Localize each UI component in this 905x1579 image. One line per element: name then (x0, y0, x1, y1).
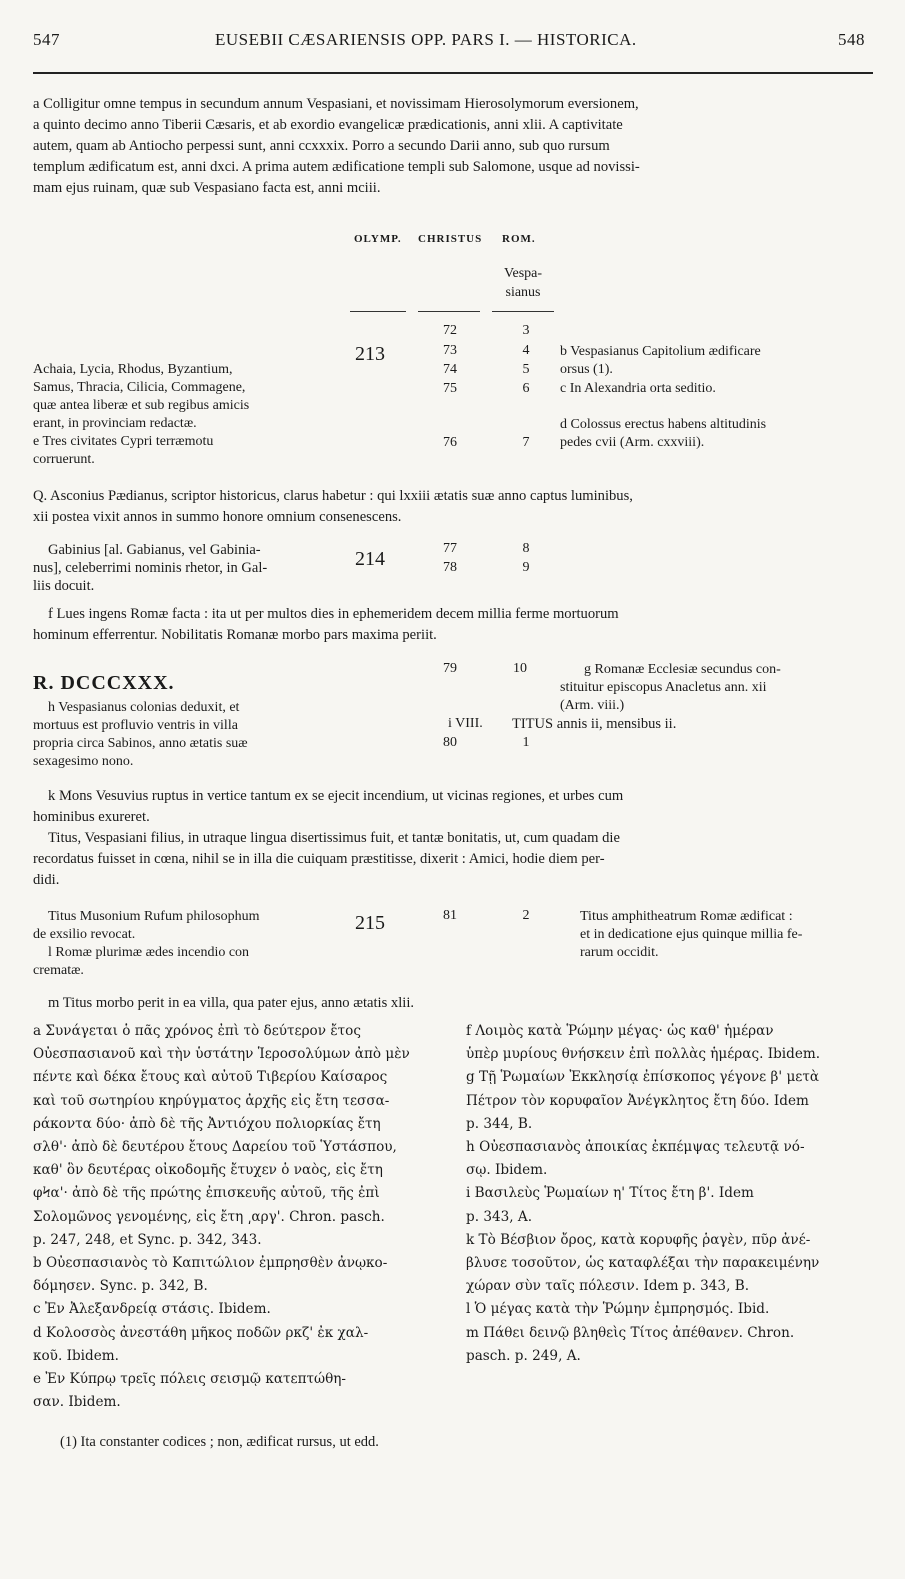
year-christus: 77 (443, 541, 457, 556)
right-note-block1: b Vespasianus Capitolium ædificare orsus (1). c In Alexandria orta seditio. d Colossus erectus habens altitudinis pedes cvii (Arm. cxxviii). (560, 344, 767, 450)
col-subheader-vespasianus: Vespa- sianus (503, 266, 543, 300)
greek-column-right: f Λοιμὸς κατὰ Ῥώμην μέγας· ὡς καθ' ἡμέραν ὑπὲρ μυρίους θνήσκειν ἐπὶ πολλὰς ἡμέρας. Ibidem. g Τῇ Ῥωμαίων Ἐκκλησίᾳ ἐπίσκοπος γέγονε β' μετὰ Πέτρον τὸν κορυφαῖον Ἀνέγκλητος ἔτη δύο. Idem p. 344, B. h Οὐεσπασιανὸς ἀποικίας ἐκπέμψας τελευτᾷ νό- σῳ. Ibidem. i Βασιλεὺς Ῥωμαίων η' Τίτος ἔτη β'. Idem p. 343, A. k Τὸ Βέσβιον ὄρος, κατὰ κορυφῆς ῥαγὲν, πῦρ ἀνέ- βλυσε τοσοῦτον, ὡς καταφλέξαι τὴν παρακειμένην χώραν σὺν ταῖς πόλεσιν. Idem p. 343, B. l Ὁ μέγας κατὰ τὴν Ῥώμην ἐμπρησμός. Ibid. m Πάθει δεινῷ βληθεὶς Τίτος ἀπέθανεν. Chron. pasch. p. 249, A. (466, 1023, 821, 1364)
year-rom: 3 (522, 323, 530, 338)
year-christus: 76 (443, 435, 457, 450)
intro-line: a Colligitur omne tempus in secundum annum Vespasiani, et novissimam Hierosolymorum eversionem, (33, 96, 639, 112)
year-christus: 72 (443, 323, 457, 338)
year-rom: 4 (522, 343, 530, 358)
col-header-christus: CHRISTUS (418, 233, 483, 245)
page-number-left: 547 (33, 30, 60, 49)
year-christus: 81 (443, 908, 457, 923)
header-rule (33, 72, 873, 74)
year-christus: 78 (443, 560, 457, 575)
left-note-vespasianus: h Vespasianus colonias deduxit, et mortuus est profluvio ventris in villa propria circa Sabinos, anno ætatis suæ sexagesimo nono. (33, 700, 248, 769)
col-rule-christus (418, 311, 480, 312)
col-rule-rom (492, 311, 554, 312)
paragraph-lues: f Lues ingens Romæ facta : ita ut per multos dies in ephemeridem decem millia ferme mortuorum hominum efferrentur. Nobilitatis Romanæ morbo pars maxima periit. (33, 606, 619, 643)
paragraph-asconius: Q. Asconius Pædianus, scriptor historicus, clarus habetur : qui lxxiii ætatis suæ anno captus luminibus, xii postea vixit annos in summo honore omnium consenescens. (33, 488, 633, 525)
olympiad-number: 214 (355, 548, 385, 570)
footnote: (1) Ita constanter codices ; non, ædificat rursus, ut edd. (60, 1434, 379, 1450)
year-rom: 9 (522, 560, 530, 575)
year-rom: 8 (522, 541, 530, 556)
page-number-right: 548 (838, 30, 865, 49)
year-rom: 7 (522, 435, 530, 450)
left-note-musonius: Titus Musonium Rufum philosophum de exsilio revocat. l Romæ plurimæ ædes incendio con crematæ. (33, 909, 260, 978)
titus-reign: TITUS annis ii, mensibus ii. (512, 716, 677, 732)
intro-line: a quinto decimo anno Tiberii Cæsaris, et ab exordio evangelicæ prædicationis, anni xlii. A captivitate (33, 117, 623, 133)
year-christus: 79 (443, 661, 457, 676)
col-header-olymp: OLYMP. (354, 233, 402, 245)
year-christus: 75 (443, 381, 457, 396)
left-note-block1: Achaia, Lycia, Rhodus, Byzantium, Samus, Thracia, Cilicia, Commagene, quæ antea liberæ et sub regibus amicis erant, in provinciam redactæ. e Tres civitates Cypri terræmotu corruerunt. (33, 362, 250, 467)
paragraph-titus-death: m Titus morbo perit in ea villa, qua pater ejus, anno ætatis xlii. (48, 995, 415, 1011)
col-header-rom: ROM. (502, 233, 536, 245)
section-heading: R. DCCCXXX. (33, 672, 175, 694)
year-rom: 5 (522, 362, 530, 377)
year-christus: 74 (443, 362, 457, 377)
year-christus: 73 (443, 343, 457, 358)
year-christus: 80 (443, 735, 457, 750)
year-christus: i VIII. (448, 716, 483, 731)
greek-column-left: a Συνάγεται ὁ πᾶς χρόνος ἐπὶ τὸ δεύτερον ἔτος Οὐεσπασιανοῦ καὶ τὴν ὑστάτην Ἱεροσολύμων ἀπὸ μὲν πέντε καὶ δέκα ἔτους καὶ αὐτοῦ Τιβερίου Καίσαρος καὶ τοῦ σωτηρίου κηρύγματος ἀρχῆς εἰς ἔτη τεσσα- ράκοντα δύο· ἀπὸ δὲ τῆς Ἀντιόχου πολιορκίας ἔτη σλθ'· ἀπὸ δὲ δευτέρου ἔτους Δαρείου τοῦ Ὑστάσπου, καθ' ὃν δευτέρας οἰκοδομῆς ἔτυχεν ὁ ναὸς, εἰς ἔτη φϞα'· ἀπὸ δὲ τῆς πρώτης ἐπισκευῆς αὐτοῦ, τῆς ἐπὶ Σολομῶνος γενομένης, εἰς ἔτη ͵αργ'. Chron. pasch. p. 247, 248, et Sync. p. 342, 343. b Οὐεσπασιανὸς τὸ Καπιτώλιον ἐμπρησθὲν ἀνῳκο- δόμησεν. Sync. p. 342, B. c Ἐν Ἀλεξανδρείᾳ στάσις. Ibidem. d Κολοσσὸς ἀνεστάθη μῆκος ποδῶν ρκζ' ἐκ χαλ- κοῦ. Ibidem. e Ἐν Κύπρῳ τρεῖς πόλεις σεισμῷ κατεπτώθη- σαν. Ibidem. (33, 1023, 410, 1411)
col-rule-olymp (350, 311, 406, 312)
olympiad-number: 213 (355, 343, 385, 365)
left-note-gabinius: Gabinius [al. Gabianus, vel Gabinia- nus], celeberrimi nominis rhetor, in Gal- liis docuit. (33, 542, 268, 594)
intro-line: autem, quam ab Antiocho perpessi sunt, anni ccxxxix. Porro a secundo Darii anno, sub quo rursum (33, 138, 610, 154)
intro-line: mam ejus ruinam, quæ sub Vespasiano facta est, anni mciii. (33, 180, 381, 196)
year-rom: 1 (522, 735, 530, 750)
right-note-anacletus: g Romanæ Ecclesiæ secundus con- stituitur episcopus Anacletus ann. xii (Arm. viii.) (560, 662, 781, 713)
year-rom: 10 (513, 661, 527, 676)
right-note-amphitheatrum: Titus amphitheatrum Romæ ædificat : et in dedicatione ejus quinque millia fe- rarum occidit. (580, 909, 803, 960)
running-title: EUSEBII CÆSARIENSIS OPP. PARS I. — HISTORICA. (215, 30, 637, 49)
paragraph-vesuvius: k Mons Vesuvius ruptus in vertice tantum ex se ejecit incendium, ut vicinas regiones, et urbes cum hominibus exureret. Titus, Vespasiani filius, in utraque lingua disertissimus fuit, et tantæ bonitatis, ut, cum quadam die recordatus fuisset in cœna, nihil se in illa die cuiquam præstitisse, dixerit : Amici, hodie diem per- didi. (33, 788, 624, 888)
intro-paragraph (33, 94, 871, 199)
intro-line: templum ædificatum est, anni dxci. A prima autem ædificatione templi sub Salomone, usque ad novissi- (33, 159, 640, 175)
olympiad-number: 215 (355, 912, 385, 934)
year-rom: 6 (522, 381, 530, 396)
year-rom: 2 (522, 908, 530, 923)
